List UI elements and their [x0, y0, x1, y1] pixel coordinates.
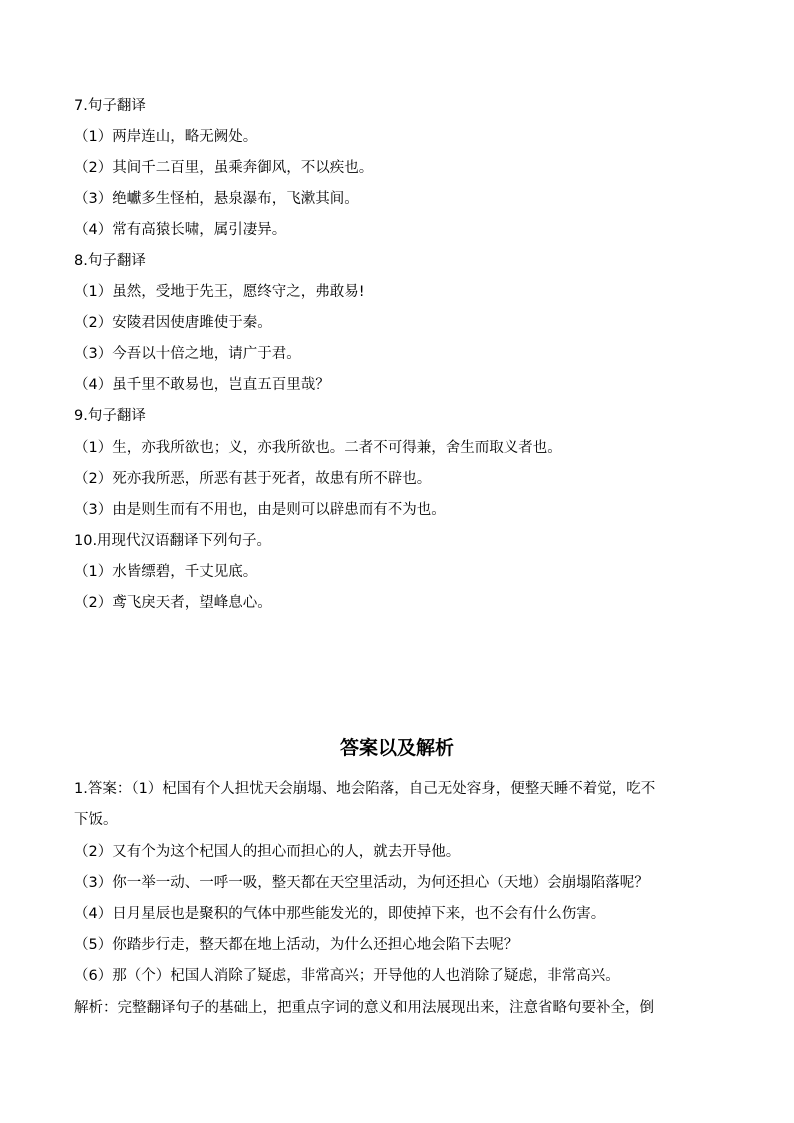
answer-line: （5）你踏步行走，整天都在地上活动，为什么还担心地会陷下去呢？ — [74, 937, 519, 953]
question-title: 10.用现代汉语翻译下列句子。 — [74, 533, 272, 549]
question-item: （2）安陵君因使唐雎使于秦。 — [74, 315, 272, 331]
answer-explanation: 解析：完整翻译句子的基础上，把重点字词的意义和用法展现出来，注意省略句要补全，倒 — [74, 1000, 654, 1016]
answer-line: （4）日月星辰也是聚积的气体中那些能发光的，即使掉下来，也不会有什么伤害。 — [74, 906, 606, 922]
answer-line: （2）又有个为这个杞国人的担心而担心的人，就去开导他。 — [74, 844, 461, 860]
question-item: （3）由是则生而有不用也，由是则可以辟患而有不为也。 — [74, 502, 446, 518]
question-item: （2）死亦我所恶，所恶有甚于死者，故患有所不辟也。 — [74, 471, 432, 487]
question-title: 8.句子翻译 — [74, 253, 146, 269]
question-item: （4）常有高猿长啸，属引凄异。 — [74, 222, 287, 238]
question-item: （1）水皆缥碧，千丈见底。 — [74, 564, 258, 580]
question-item: （1）虽然，受地于先王，愿终守之，弗敢易! — [74, 284, 365, 300]
answer-line: 1.答案：（1）杞国有个人担忧天会崩塌、地会陷落，自己无处容身，便整天睡不着觉，吃不 — [74, 781, 656, 797]
question-item: （2）其间千二百里，虽乘奔御风，不以疾也。 — [74, 160, 374, 176]
question-title: 9.句子翻译 — [74, 408, 146, 424]
answers-heading: 答案以及解析 — [339, 737, 454, 759]
answer-line: （3）你一举一动、一呼一吸，整天都在天空里活动，为何还担心（天地）会崩塌陷落呢？ — [74, 875, 649, 891]
question-item: （2）鸢飞戾天者，望峰息心。 — [74, 595, 272, 611]
question-item: （3）绝巘多生怪柏，悬泉瀑布，飞漱其间。 — [74, 191, 359, 207]
answer-line: （6）那（个）杞国人消除了疑虑，非常高兴；开导他的人也消除了疑虑，非常高兴。 — [74, 968, 620, 984]
answer-line: 下饭。 — [74, 812, 118, 828]
question-item: （4）虽千里不敢易也，岂直五百里哉？ — [74, 377, 330, 393]
question-item: （3）今吾以十倍之地，请广于君。 — [74, 346, 301, 362]
question-item: （1）两岸连山，略无阙处。 — [74, 129, 258, 145]
question-item: （1）生，亦我所欲也；义，亦我所欲也。二者不可得兼，舍生而取义者也。 — [74, 440, 562, 456]
question-title: 7.句子翻译 — [74, 98, 146, 114]
